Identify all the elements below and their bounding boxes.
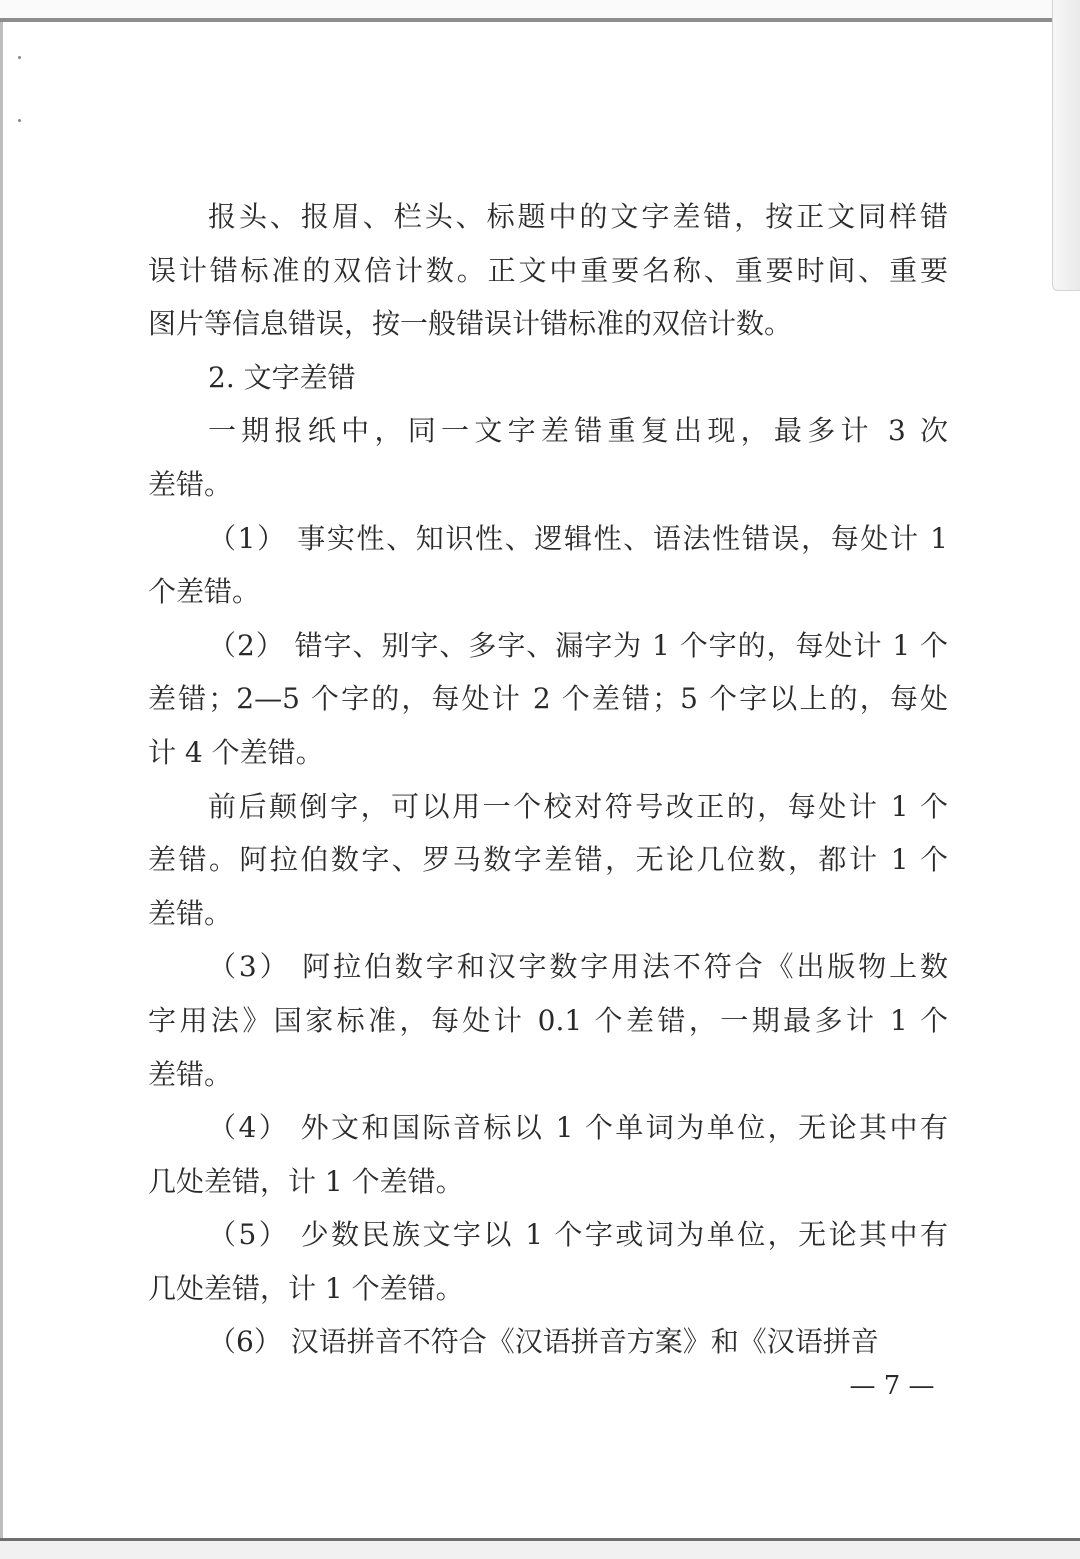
text-line: 个差错。 [148,575,261,609]
text-line: （3） 阿拉伯数字和汉字数字用法不符合《出版物上数 [208,950,948,984]
text-line: （5） 少数民族文字以 1 个字或词为单位，无论其中有 [208,1218,948,1252]
page-number: — 7 — [849,1371,935,1401]
text-line: 几处差错，计 1 个差错。 [148,1164,464,1198]
paragraph [148,619,948,780]
text-line: 字用法》国家标准，每处计 0.1 个差错，一期最多计 1 个 [148,1003,948,1037]
text-line: 差错。阿拉伯数字、罗马数字差错，无论几位数，都计 1 个 [148,843,948,877]
text-line: 计 4 个差错。 [148,735,324,769]
paragraph [148,351,948,405]
text-line: （4） 外文和国际音标以 1 个单词为单位，无论其中有 [208,1111,948,1145]
scan-speck [18,56,21,59]
text-line: （1） 事实性、知识性、逻辑性、语法性错误，每处计 1 [208,521,948,555]
text-line: 差错。 [148,1057,233,1091]
scan-page-curl [1052,0,1080,291]
text-line: （6） 汉语拼音不符合《汉语拼音方案》和《汉语拼音 [208,1325,879,1359]
document-body [148,190,948,1369]
scan-bottom-edge [0,1538,1080,1559]
text-line: 报头、报眉、栏头、标题中的文字差错，按正文同样错 [208,200,948,233]
text-line: 图片等信息错误，按一般错误计错标准的双倍计数。 [148,307,793,341]
paragraph [148,1315,948,1369]
paragraph [148,1101,948,1208]
text-line: 误计错标准的双倍计数。正文中重要名称、重要时间、重要 [148,253,948,287]
text-line: 差错。 [148,467,233,501]
text-line: 2. 文字差错 [208,360,356,394]
text-line: 前后颠倒字，可以用一个校对符号改正的，每处计 1 个 [208,789,948,823]
paragraph [148,404,948,511]
text-line: 一期报纸中，同一文字差错重复出现，最多计 3 次 [208,414,948,448]
paragraph [148,190,948,351]
scan-left-edge [0,22,3,1538]
text-line: （2） 错字、别字、多字、漏字为 1 个字的，每处计 1 个 [208,628,948,662]
scan-top-edge [0,0,1080,22]
text-line: 差错；2—5 个字的，每处计 2 个差错；5 个字以上的，每处 [148,682,948,716]
paragraph [148,780,948,941]
paragraph [148,512,948,619]
paragraph [148,1208,948,1315]
text-line: 几处差错，计 1 个差错。 [148,1271,464,1305]
text-line: 差错。 [148,896,233,930]
paragraph [148,940,948,1101]
scan-speck [18,119,21,122]
